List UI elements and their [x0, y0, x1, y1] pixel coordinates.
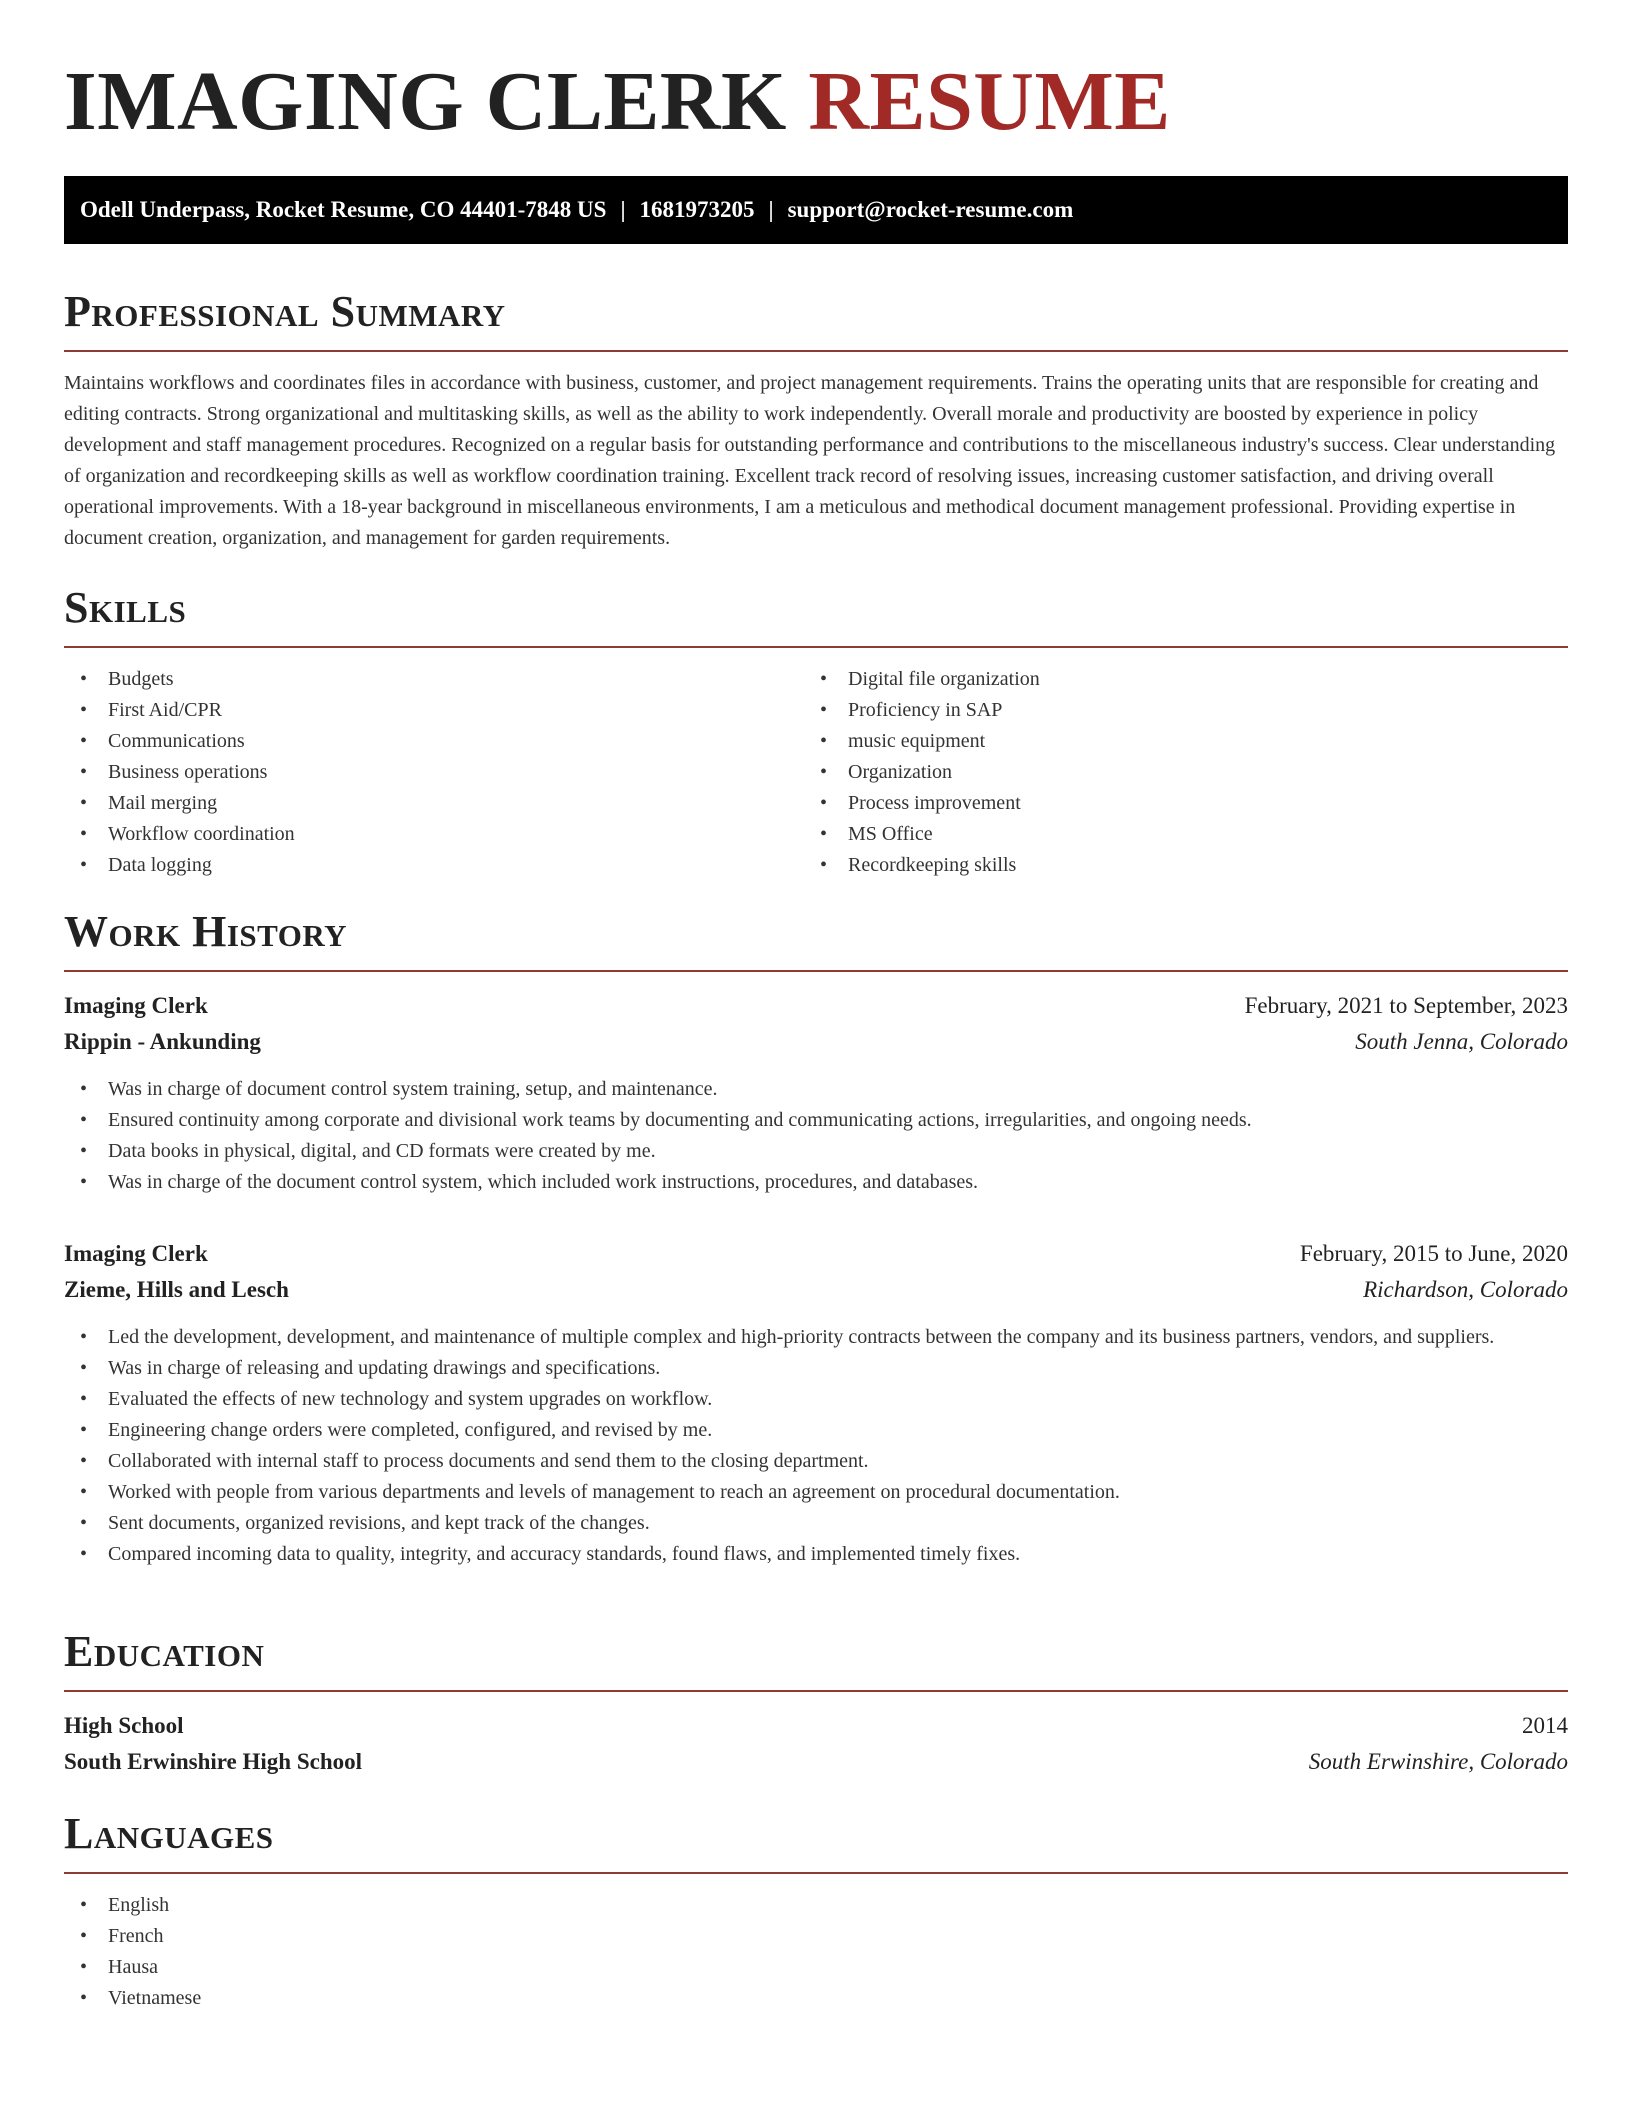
- skills-columns: [64, 664, 1568, 881]
- language-item: • Hausa: [64, 1952, 1568, 1983]
- languages-section: [64, 1806, 1568, 2014]
- work-history-section: [64, 904, 1568, 1570]
- job-bullet: • Led the development, development, and maintenance of multiple complex and high-priority contracts between the company and its business partners, vendors, and suppliers.: [64, 1322, 1568, 1353]
- job-bullet: • Compared incoming data to quality, integrity, and accuracy standards, found flaws, and implemented timely fixes.: [64, 1539, 1568, 1570]
- job-company: Zieme, Hills and Lesch: [64, 1277, 289, 1302]
- language-item: • French: [64, 1921, 1568, 1952]
- job-bullet: • Was in charge of releasing and updating drawings and specifications.: [64, 1353, 1568, 1384]
- education-section: [64, 1624, 1568, 1780]
- contact-address: Odell Underpass, Rocket Resume, CO 44401-7848 US: [80, 197, 607, 222]
- education-year: 2014: [1522, 1713, 1568, 1738]
- summary-heading: Professional Summary: [64, 287, 506, 336]
- summary-text: Maintains workflows and coordinates files in accordance with business, customer, and project management requirements. Trains the operating units that are responsible for creating and editing contracts. Strong organizational and multitasking skills, as well as the ability to work independently. Overall morale and productivity are boosted by experience in policy development and staff management procedures. Recognized on a regular basis for outstanding performance and contributions to the miscellaneous industry's success. Clear understanding of organization and recordkeeping skills as well as workflow coordination training. Excellent track record of resolving issues, increasing customer satisfaction, and driving overall operational improvements. With a 18-year background in miscellaneous environments, I am a meticulous and methodical document management professional. Providing expertise in document creation, organization, and management for garden requirements.: [64, 372, 1556, 549]
- skill-item: • Proficiency in SAP: [804, 695, 1544, 726]
- skill-item: • Data logging: [64, 850, 804, 881]
- work-history-heading: Work History: [64, 907, 348, 956]
- skill-item: • Organization: [804, 757, 1544, 788]
- section-divider: [64, 1690, 1568, 1692]
- section-divider: [64, 1872, 1568, 1874]
- job-location: Richardson, Colorado: [1363, 1277, 1568, 1302]
- contact-email: support@rocket-resume.com: [787, 197, 1074, 222]
- skills-section: [64, 580, 1568, 881]
- contact-separator: |: [768, 197, 774, 222]
- skill-item: • Mail merging: [64, 788, 804, 819]
- job-entry: [64, 1236, 1568, 1570]
- section-divider: [64, 350, 1568, 352]
- job-location: South Jenna, Colorado: [1355, 1029, 1568, 1054]
- skill-item: • Process improvement: [804, 788, 1544, 819]
- job-company: Rippin - Ankunding: [64, 1029, 261, 1054]
- section-divider: [64, 970, 1568, 972]
- job-bullet: • Evaluated the effects of new technology and system upgrades on workflow.: [64, 1384, 1568, 1415]
- contact-phone: 1681973205: [639, 197, 755, 222]
- summary-section: [64, 284, 1568, 554]
- skills-heading: Skills: [64, 583, 187, 632]
- section-divider: [64, 646, 1568, 648]
- education-heading: Education: [64, 1627, 265, 1676]
- job-bullet: • Data books in physical, digital, and CD formats were created by me.: [64, 1136, 1568, 1167]
- languages-heading: Languages: [64, 1809, 274, 1858]
- skill-item: • Workflow coordination: [64, 819, 804, 850]
- job-bullet: • Worked with people from various departments and levels of management to reach an agreement on procedural documentation.: [64, 1477, 1568, 1508]
- job-title: Imaging Clerk: [64, 1241, 208, 1266]
- title-main: IMAGING CLERK: [64, 55, 787, 148]
- job-dates: February, 2021 to September, 2023: [1244, 993, 1568, 1018]
- title-accent: RESUME: [808, 55, 1171, 148]
- job-entry: [64, 988, 1568, 1198]
- skill-item: • music equipment: [804, 726, 1544, 757]
- contact-bar: [64, 176, 1568, 244]
- job-bullet: • Was in charge of the document control system, which included work instructions, procedures, and databases.: [64, 1167, 1568, 1198]
- job-bullet: • Was in charge of document control system training, setup, and maintenance.: [64, 1074, 1568, 1105]
- job-bullet: • Ensured continuity among corporate and divisional work teams by documenting and communicating actions, irregularities, and ongoing needs.: [64, 1105, 1568, 1136]
- education-location: South Erwinshire, Colorado: [1308, 1749, 1568, 1774]
- job-bullets: [64, 1074, 1568, 1198]
- resume-title: [64, 52, 1171, 152]
- language-item: • Vietnamese: [64, 1983, 1568, 2014]
- job-bullet: • Sent documents, organized revisions, and kept track of the changes.: [64, 1508, 1568, 1539]
- job-bullet: • Engineering change orders were completed, configured, and revised by me.: [64, 1415, 1568, 1446]
- education-degree: High School: [64, 1713, 184, 1738]
- skill-item: • First Aid/CPR: [64, 695, 804, 726]
- education-entry: [64, 1708, 1568, 1780]
- skill-item: • Business operations: [64, 757, 804, 788]
- education-school: South Erwinshire High School: [64, 1749, 363, 1774]
- skill-item: • Budgets: [64, 664, 804, 695]
- skills-list-left: [64, 664, 804, 881]
- job-bullet: • Collaborated with internal staff to process documents and send them to the closing department.: [64, 1446, 1568, 1477]
- skill-item: • MS Office: [804, 819, 1544, 850]
- languages-list: [64, 1890, 1568, 2014]
- job-title: Imaging Clerk: [64, 993, 208, 1018]
- contact-separator: |: [620, 197, 626, 222]
- job-dates: February, 2015 to June, 2020: [1299, 1241, 1568, 1266]
- skill-item: • Recordkeeping skills: [804, 850, 1544, 881]
- skills-list-right: [804, 664, 1544, 881]
- language-item: • English: [64, 1890, 1568, 1921]
- skill-item: • Digital file organization: [804, 664, 1544, 695]
- job-bullets: [64, 1322, 1568, 1570]
- skill-item: • Communications: [64, 726, 804, 757]
